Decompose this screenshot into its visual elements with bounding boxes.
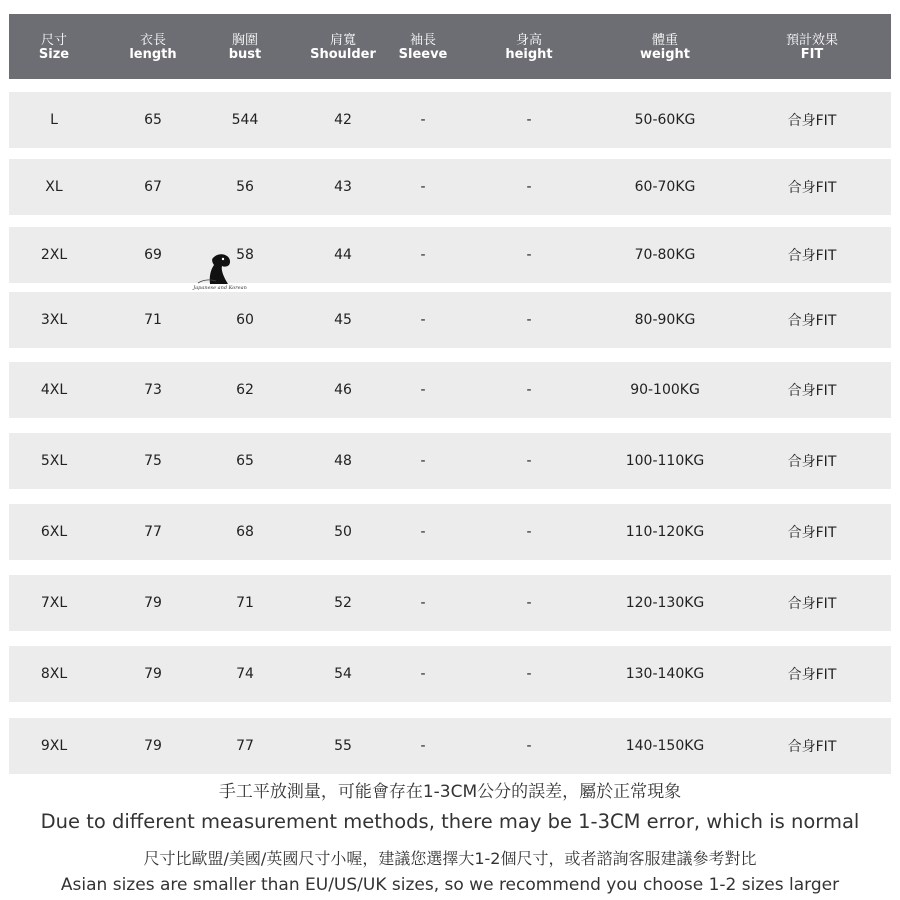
cell-sleeve: -	[420, 112, 426, 128]
cell-weight: 100-110KG	[625, 453, 705, 469]
header-bust	[229, 34, 262, 62]
cell-shoulder: 50	[334, 524, 352, 540]
cell-height: -	[526, 666, 532, 682]
header-en-label: bust	[228, 47, 262, 62]
cell-height: -	[526, 453, 532, 469]
note-english-sizing: Asian sizes are smaller than EU/US/UK sizes, so we recommend you choose 1-2 sizes larger	[60, 875, 840, 895]
header-weight	[640, 34, 690, 62]
note-chinese-measurement: 手工平放測量，可能會存在1-3CM公分的誤差，屬於正常現象	[218, 782, 682, 802]
table-row	[9, 92, 891, 148]
cell-weight: 140-150KG	[625, 738, 705, 754]
cell-shoulder: 52	[334, 595, 352, 611]
cell-bust: 62	[236, 382, 254, 398]
table-row	[9, 646, 891, 702]
header-en-label: Shoulder	[310, 47, 376, 62]
cell-bust: 544	[231, 112, 259, 128]
cell-height: -	[526, 112, 532, 128]
cell-sleeve: -	[420, 738, 426, 754]
cell-sleeve: -	[420, 524, 426, 540]
cell-sleeve: -	[420, 247, 426, 263]
cell-weight: 60-70KG	[634, 179, 696, 195]
table-row	[9, 227, 891, 283]
note-english-measurement: Due to different measurement methods, there may be 1-3CM error, which is normal	[40, 810, 860, 833]
header-cn-label: 尺寸	[40, 33, 68, 48]
cell-height: -	[526, 595, 532, 611]
watermark-text: Japanese and Korean	[193, 285, 247, 291]
cell-size: 6XL	[40, 524, 68, 540]
cell-height: -	[526, 247, 532, 263]
cell-length: 79	[144, 738, 162, 754]
cell-sleeve: -	[420, 179, 426, 195]
table-header	[9, 14, 891, 79]
cell-bust: 65	[236, 453, 254, 469]
header-en-label: Sleeve	[398, 47, 448, 62]
header-cn-label: 預計效果	[785, 33, 839, 48]
cell-fit: 合身FIT	[787, 313, 837, 329]
cell-size: L	[50, 112, 58, 128]
header-cn-label: 身高	[515, 33, 542, 48]
cell-weight: 70-80KG	[634, 247, 696, 263]
cell-length: 79	[144, 595, 162, 611]
cell-fit: 合身FIT	[787, 113, 837, 129]
cell-sleeve: -	[420, 382, 426, 398]
cell-length: 71	[144, 312, 162, 328]
header-en-label: length	[129, 47, 177, 62]
cell-length: 75	[144, 453, 162, 469]
header-shoulder	[310, 34, 376, 62]
cell-bust: 74	[236, 666, 254, 682]
header-en-label: height	[505, 47, 553, 62]
cell-size: 7XL	[40, 595, 68, 611]
cell-weight: 110-120KG	[625, 524, 705, 540]
table-row	[9, 292, 891, 348]
cell-height: -	[526, 312, 532, 328]
header-height	[505, 34, 552, 62]
table-row	[9, 433, 891, 489]
cell-shoulder: 46	[334, 382, 352, 398]
cell-shoulder: 55	[334, 738, 352, 754]
cell-bust: 58	[236, 247, 254, 263]
header-size	[39, 34, 69, 62]
cell-size: 4XL	[40, 382, 68, 398]
cell-height: -	[526, 524, 532, 540]
cell-fit: 合身FIT	[787, 248, 837, 264]
cell-weight: 120-130KG	[625, 595, 705, 611]
cell-length: 65	[144, 112, 162, 128]
cell-shoulder: 42	[334, 112, 352, 128]
horse-logo-watermark	[180, 250, 260, 296]
cell-length: 79	[144, 666, 162, 682]
cell-shoulder: 54	[334, 666, 352, 682]
header-sleeve	[399, 34, 448, 62]
cell-bust: 68	[236, 524, 254, 540]
cell-fit: 合身FIT	[787, 596, 837, 612]
cell-fit: 合身FIT	[787, 525, 837, 541]
cell-height: -	[526, 382, 532, 398]
cell-size: 5XL	[40, 453, 68, 469]
table-row	[9, 575, 891, 631]
cell-size: 2XL	[40, 247, 68, 263]
cell-shoulder: 44	[334, 247, 352, 263]
cell-shoulder: 43	[334, 179, 352, 195]
cell-size: 9XL	[40, 738, 68, 754]
cell-bust: 56	[236, 179, 254, 195]
note-chinese-sizing: 尺寸比歐盟/美國/英國尺寸小喔，建議您選擇大1-2個尺寸，或者諮詢客服建議參考對比	[143, 849, 757, 868]
cell-length: 77	[144, 524, 162, 540]
header-cn-label: 胸圍	[231, 33, 259, 48]
header-fit	[786, 34, 838, 62]
cell-fit: 合身FIT	[787, 739, 837, 755]
header-en-label: weight	[639, 47, 691, 62]
cell-sleeve: -	[420, 312, 426, 328]
table-row	[9, 362, 891, 418]
cell-weight: 130-140KG	[625, 666, 705, 682]
cell-sleeve: -	[420, 453, 426, 469]
header-cn-label: 袖長	[409, 33, 436, 48]
header-cn-label: 衣長	[139, 33, 166, 48]
table-row	[9, 504, 891, 560]
header-en-label: FIT	[800, 47, 824, 62]
cell-size: 3XL	[40, 312, 68, 328]
cell-length: 67	[144, 179, 162, 195]
cell-fit: 合身FIT	[787, 667, 837, 683]
header-cn-label: 肩寬	[329, 33, 357, 48]
cell-sleeve: -	[420, 595, 426, 611]
cell-shoulder: 45	[334, 312, 352, 328]
table-row	[9, 718, 891, 774]
cell-fit: 合身FIT	[787, 180, 837, 196]
cell-weight: 50-60KG	[634, 112, 696, 128]
cell-bust: 77	[236, 738, 254, 754]
cell-height: -	[526, 179, 532, 195]
cell-bust: 60	[236, 312, 254, 328]
cell-length: 73	[144, 382, 162, 398]
header-cn-label: 體重	[651, 33, 678, 48]
cell-weight: 80-90KG	[634, 312, 696, 328]
cell-shoulder: 48	[334, 453, 352, 469]
cell-sleeve: -	[420, 666, 426, 682]
cell-weight: 90-100KG	[630, 382, 700, 398]
cell-length: 69	[144, 247, 162, 263]
cell-fit: 合身FIT	[787, 454, 837, 470]
header-length	[129, 34, 176, 62]
table-row	[9, 159, 891, 215]
cell-fit: 合身FIT	[787, 383, 837, 399]
horse-head-icon	[180, 250, 260, 286]
cell-size: 8XL	[40, 666, 68, 682]
cell-height: -	[526, 738, 532, 754]
header-en-label: Size	[38, 47, 70, 62]
cell-size: XL	[45, 179, 63, 195]
cell-bust: 71	[236, 595, 254, 611]
